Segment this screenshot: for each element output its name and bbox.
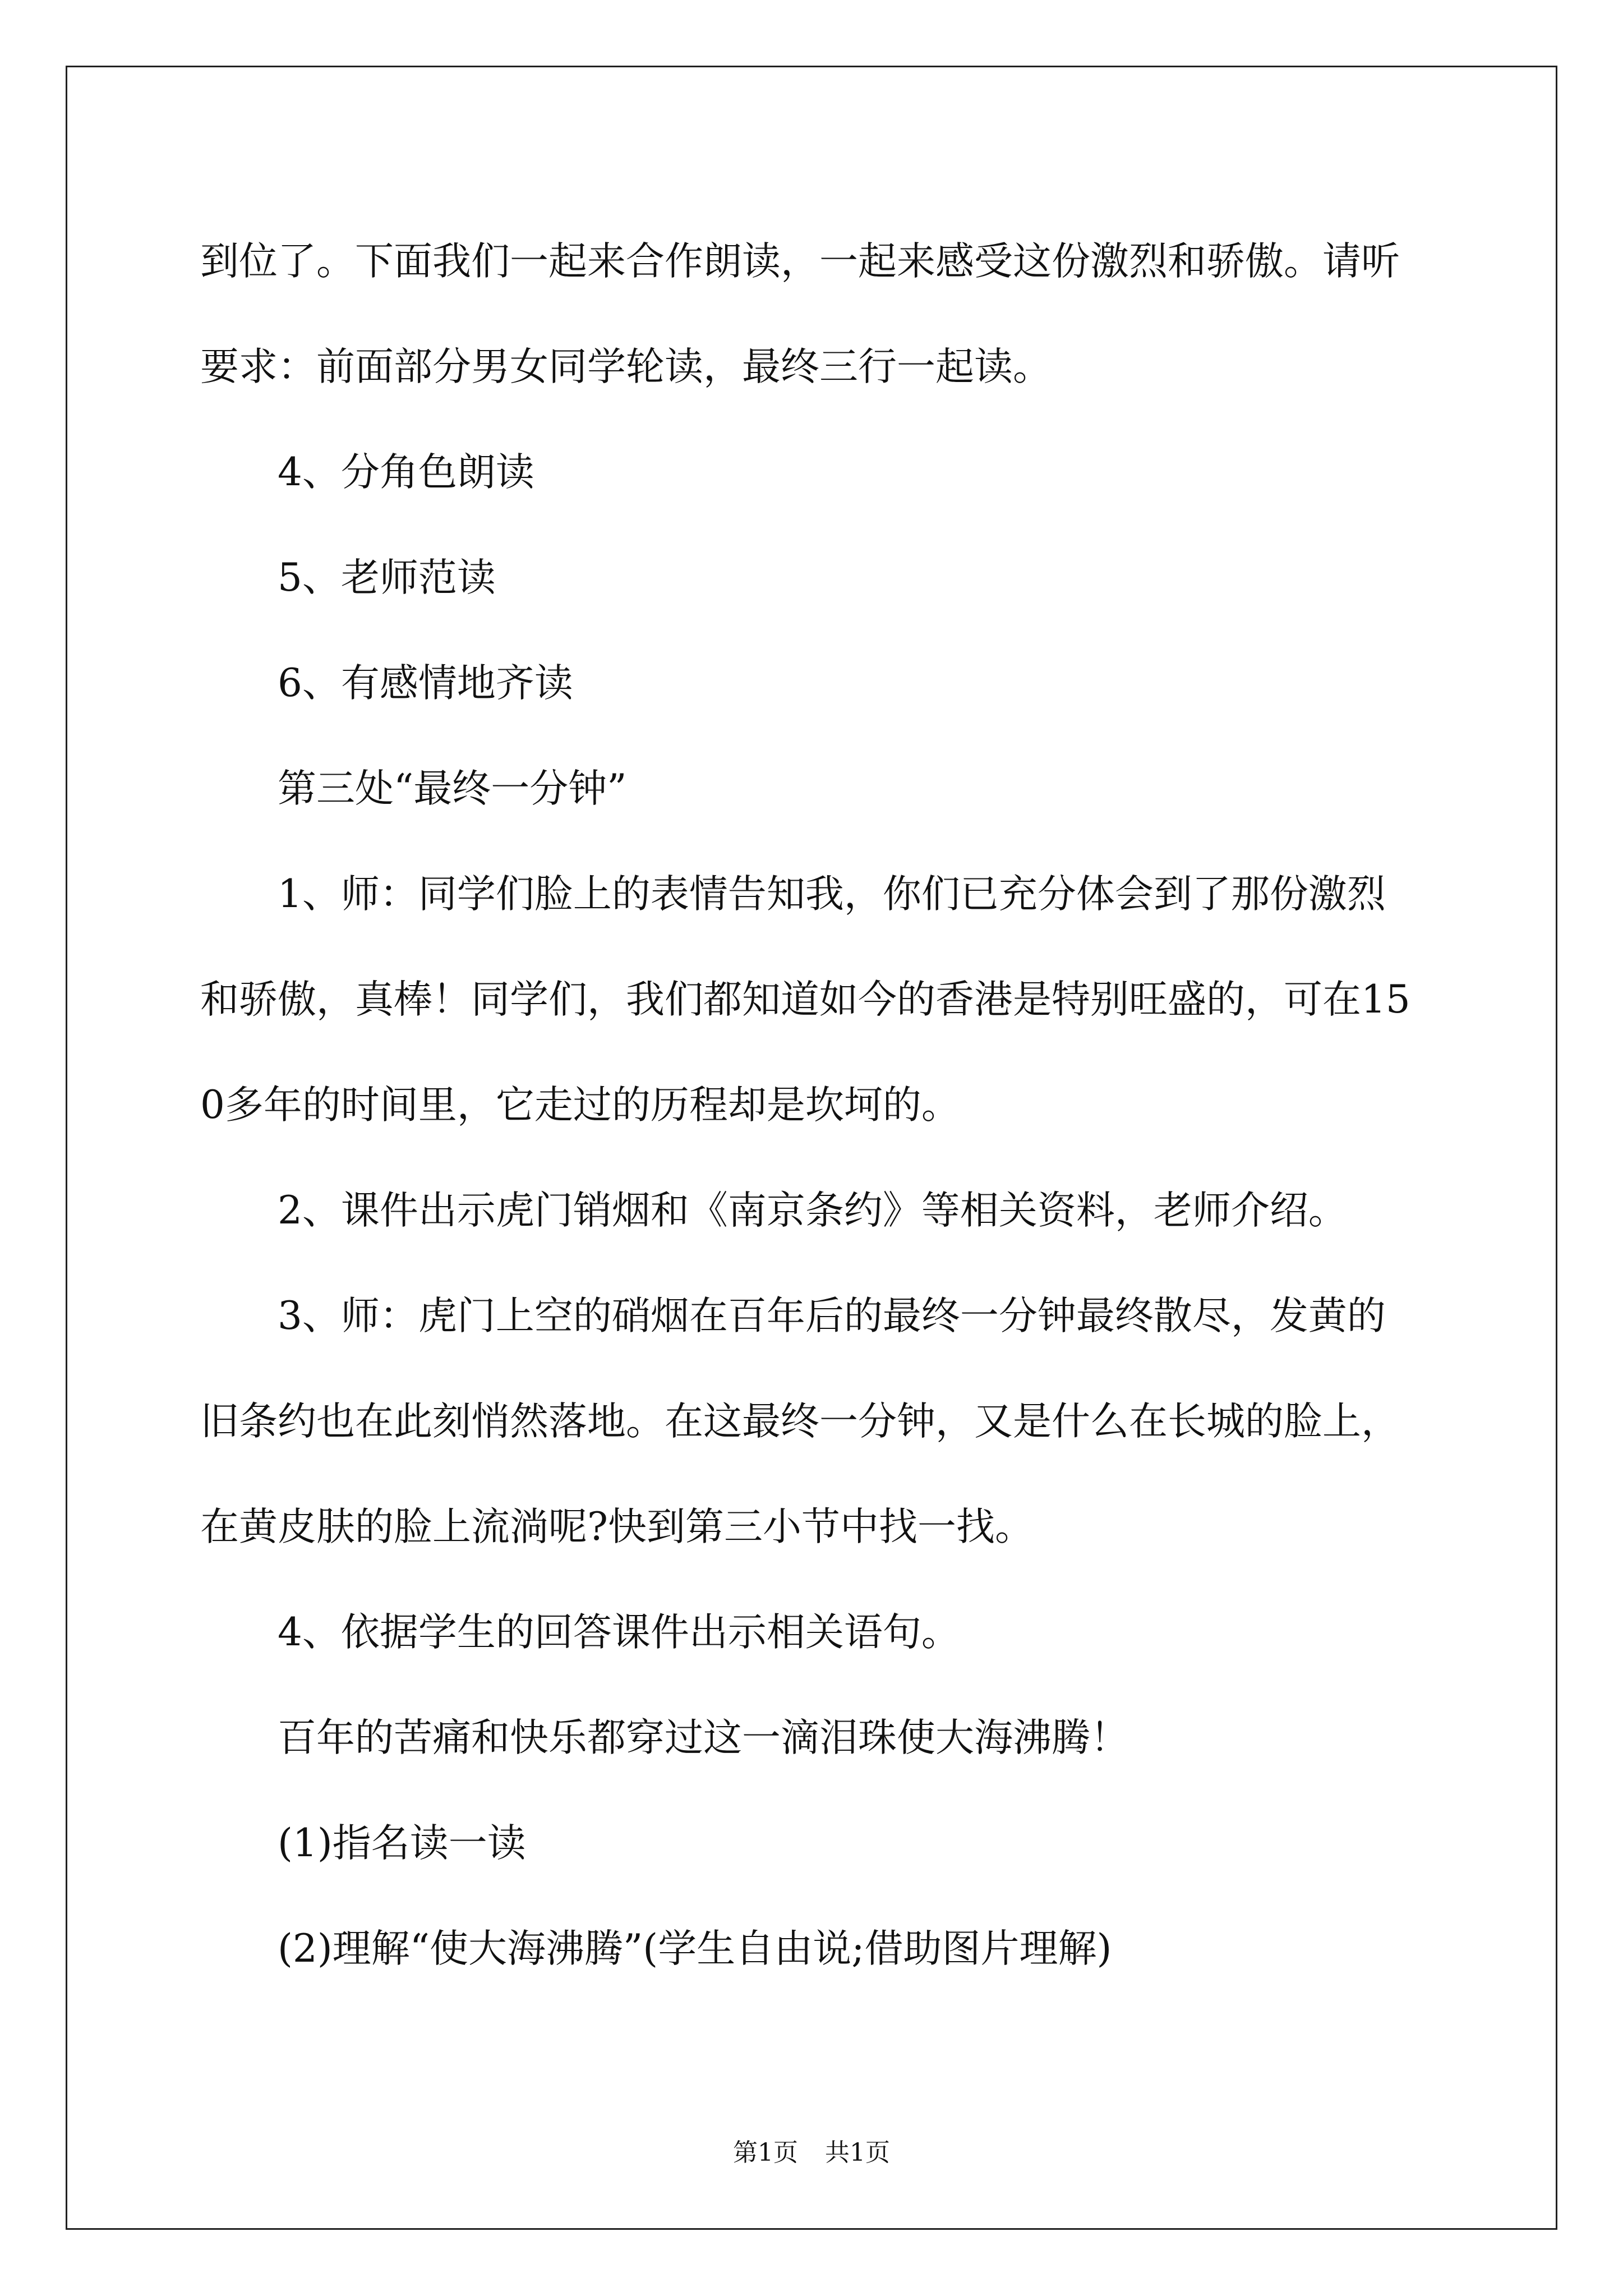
paragraph-1: 到位了。下面我们一起来合作朗读，一起来感受这份激烈和骄傲。请听要求：前面部分男女同学轮读，最终三行一起读。: [200, 239, 1400, 389]
page-number: 第1页: [733, 2138, 798, 2167]
paragraph-9: 4、依据学生的回答课件出示相关语句。: [278, 1610, 960, 1655]
paragraph-3: 5、老师范读: [278, 555, 496, 600]
section-heading: 第三处“最终一分钟”: [278, 766, 627, 811]
paragraph-4: 6、有感情地齐读: [278, 661, 573, 706]
paragraph-11: (1)指名读一读: [278, 1821, 526, 1866]
paragraph-6: 1、师：同学们脸上的表情告知我，你们已充分体会到了那份激烈和骄傲，真棒！同学们，我们都知道如今的香港是特别旺盛的，可在150多年的时间里，它走过的历程却是坎坷的。: [200, 872, 1410, 1128]
page-footer: [0, 2136, 1623, 2170]
paragraph-10: 百年的苦痛和快乐都穿过这一滴泪珠使大海沸腾！: [278, 1715, 1129, 1760]
page-total: 共1页: [825, 2138, 890, 2167]
paragraph-12: (2)理解“使大海沸腾”(学生自由说;借助图片理解): [278, 1926, 1112, 1971]
paragraph-2: 4、分角色朗读: [278, 450, 534, 495]
paragraph-7: 2、课件出示虎门销烟和《南京条约》等相关资料，老师介绍。: [278, 1188, 1347, 1233]
document-body: [200, 209, 1423, 2001]
paragraph-8: 3、师：虎门上空的硝烟在百年后的最终一分钟最终散尽，发黄的旧条约也在此刻悄然落地。在这最终一分钟，又是什么在长城的脸上，在黄皮肤的脸上流淌呢?快到第三小节中找一找。: [200, 1294, 1400, 1549]
